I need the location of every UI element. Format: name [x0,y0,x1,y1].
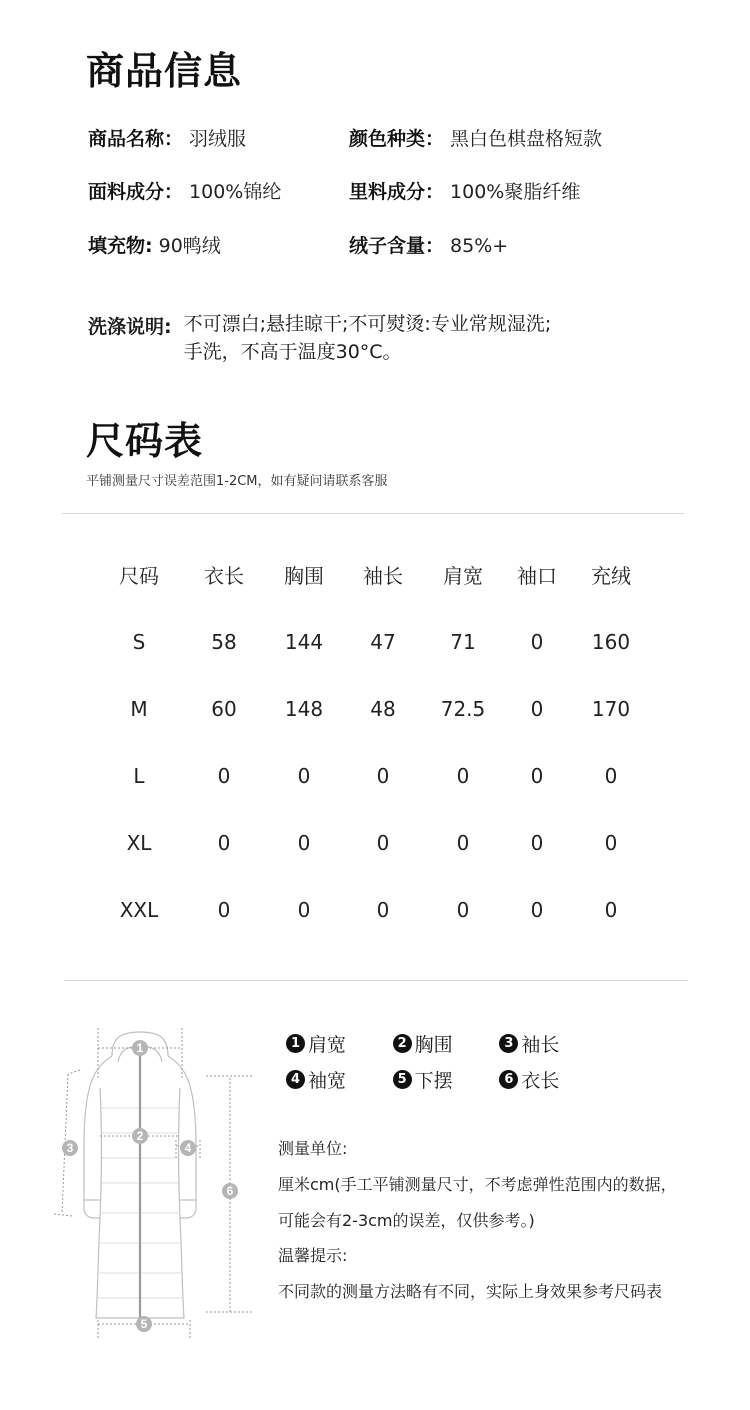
info-label: 商品名称： [88,128,184,150]
table-cell: 0 [530,763,544,788]
table-cell: 160 [591,629,631,654]
table-cell: 0 [456,897,470,922]
info-value: 90鸭绒 [158,235,221,257]
coat-measurement-diagram [40,1018,234,1343]
table-header: 袖口 [517,563,557,588]
info-value: 100%聚脂纤维 [450,181,581,203]
unit-label: 测量单位: [278,1139,348,1158]
table-cell: 0 [217,763,231,788]
tip-text: 不同款的测量方法略有不同，实际上身效果参考尺码表 [278,1282,663,1301]
svg-text:3: 3 [66,1141,74,1155]
svg-text:2: 2 [136,1129,144,1143]
info-label: 填充物: [88,235,153,257]
table-cell: 72.5 [440,696,486,721]
legend-item [499,1066,606,1093]
info-label: 绒子含量： [349,235,445,257]
tip-label: 温馨提示: [278,1246,348,1265]
info-value: 羽绒服 [189,128,247,150]
legend-label: 胸围 [414,1033,453,1056]
table-cell: 71 [450,629,476,654]
table-cell: 0 [604,830,618,855]
number-badge: 3 [499,1034,518,1053]
size-chart-note: 平铺测量尺寸误差范围1-2CM，如有疑问请联系客服 [86,474,388,489]
table-row [100,608,646,675]
table-header: 袖长 [363,563,403,588]
table-header: 胸围 [284,563,324,588]
table-header: 肩宽 [443,563,483,588]
number-badge: 5 [393,1070,412,1089]
table-cell: 170 [591,696,631,721]
svg-text:1: 1 [136,1041,144,1055]
measurement-legend [286,1025,606,1097]
table-cell: 0 [456,830,470,855]
table-header-row [100,540,646,608]
divider [64,980,688,981]
svg-text:6: 6 [226,1184,234,1198]
table-cell: 48 [370,696,396,721]
legend-item [286,1066,393,1093]
number-badge: 1 [286,1034,305,1053]
table-cell: 0 [604,763,618,788]
svg-text:4: 4 [184,1141,192,1155]
info-row [349,177,580,204]
info-label: 里料成分： [349,181,445,203]
table-cell: 58 [211,629,237,654]
table-cell: 0 [297,830,311,855]
table-header: 衣长 [204,563,244,588]
table-cell: 148 [284,696,324,721]
table-cell: 0 [376,830,390,855]
table-cell: 0 [530,897,544,922]
info-value: 黑白色棋盘格短款 [450,128,603,150]
number-badge: 4 [286,1070,305,1089]
info-row [349,231,508,258]
table-cell: M [130,696,148,721]
legend-item [393,1066,500,1093]
wash-label: 洗涤说明: [88,316,172,338]
size-table [100,540,646,943]
info-row [88,231,221,258]
wash-line: 手洗，不高于温度30°C。 [183,341,402,363]
product-info-title: 商品信息 [86,49,243,93]
table-cell: XL [126,830,152,855]
unit-text-line: 厘米cm(手工平铺测量尺寸，不考虑弹性范围内的数据， [278,1175,677,1194]
table-header: 尺码 [119,563,159,588]
legend-item [393,1030,500,1057]
table-row [100,876,646,943]
size-chart-title: 尺码表 [86,419,204,463]
table-cell: 0 [456,763,470,788]
table-header: 充绒 [591,563,631,588]
table-cell: 0 [530,696,544,721]
info-label: 颜色种类： [349,128,445,150]
table-cell: 0 [376,763,390,788]
table-cell: 0 [530,629,544,654]
legend-label: 肩宽 [308,1033,347,1056]
table-cell: 0 [297,897,311,922]
number-badge: 6 [499,1070,518,1089]
wash-line: 不可漂白;悬挂晾干;不可熨烫:专业常规湿洗; [183,313,552,335]
table-cell: 144 [284,629,324,654]
info-row [88,124,246,151]
legend-item [286,1030,393,1057]
divider [62,513,684,514]
table-row [100,809,646,876]
table-row [100,742,646,809]
table-cell: 0 [297,763,311,788]
legend-label: 下摆 [414,1069,453,1092]
legend-item [499,1030,606,1057]
number-badge: 2 [393,1034,412,1053]
table-cell: 0 [217,830,231,855]
info-row [349,124,602,151]
table-cell: XXL [119,897,159,922]
table-cell: 0 [530,830,544,855]
info-value: 85%+ [450,235,509,257]
info-value: 100%锦纶 [189,181,282,203]
unit-text-line: 可能会有2-3cm的误差，仅供参考。) [278,1211,535,1230]
legend-label: 衣长 [521,1069,560,1092]
info-label: 面料成分： [88,181,184,203]
table-cell: S [132,629,146,654]
table-cell: 0 [376,897,390,922]
table-cell: L [133,763,145,788]
table-cell: 47 [370,629,396,654]
legend-label: 袖宽 [308,1069,347,1092]
svg-text:5: 5 [140,1317,148,1331]
info-row [88,177,281,204]
table-row [100,675,646,742]
table-cell: 0 [604,897,618,922]
legend-label: 袖长 [521,1033,560,1056]
table-cell: 60 [211,696,237,721]
wash-instructions [88,312,551,366]
table-cell: 0 [217,897,231,922]
